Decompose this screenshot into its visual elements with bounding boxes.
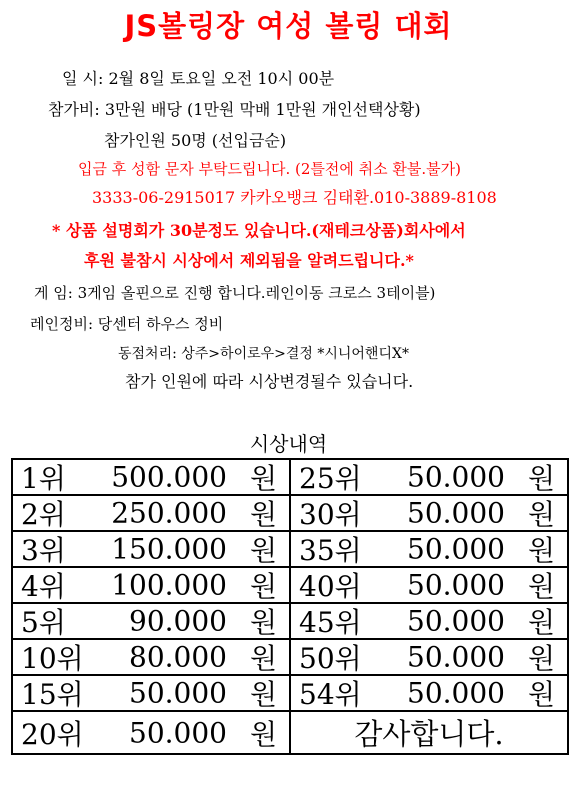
prize-cell-left [12,531,290,567]
prize-rank: 30위 [299,498,362,531]
prize-rank: 54위 [299,678,362,711]
prize-rank: 10위 [21,642,84,675]
currency-label: 원 [249,534,277,567]
prize-amount: 50.000 [407,604,505,638]
prize-cell-left [12,639,290,675]
entry-fee: 참가비: 3만원 배당 (1만원 막배 1만원 개인선택상황) [48,100,421,119]
prize-heading: 시상내역 [249,432,328,456]
prize-row [12,603,568,639]
prize-amount: 50.000 [407,676,505,710]
currency-label: 원 [249,498,277,531]
prize-cell-right [290,495,568,531]
prize-cell-right [290,567,568,603]
prize-row [12,531,568,567]
prize-row [12,567,568,603]
currency-label: 원 [527,606,555,639]
currency-label: 원 [527,462,555,495]
prize-cell-right [290,459,568,495]
prize-row [12,711,568,754]
currency-label: 원 [527,498,555,531]
currency-label: 원 [249,462,277,495]
prize-row [12,459,568,495]
prize-cell-right [290,531,568,567]
prize-rank: 3위 [21,534,66,567]
prize-amount: 50.000 [129,676,227,710]
currency-label: 원 [527,534,555,567]
currency-label: 원 [249,678,277,711]
prize-cell-right [290,675,568,711]
prize-amount: 80.000 [129,640,227,674]
prize-cell-left [12,711,290,754]
prize-amount: 50.000 [407,496,505,530]
currency-label: 원 [249,717,277,751]
prize-amount: 250.000 [111,496,227,530]
prize-rank: 5위 [21,606,66,639]
currency-label: 원 [527,678,555,711]
prize-change-notice: 참가 인원에 따라 시상변경될수 있습니다. [125,372,414,391]
prize-cell-left [12,675,290,711]
prize-cell-left [12,459,290,495]
prize-cell-left [12,603,290,639]
prize-cell-right [290,603,568,639]
prize-row [12,675,568,711]
prize-row [12,639,568,675]
bank-account: 3333-06-2915017 카카오뱅크 김태환.010-3889-8108 [92,188,497,207]
prize-cell-right [290,639,568,675]
prize-rank: 35위 [299,534,362,567]
prize-rank: 25위 [299,462,362,495]
prize-cell-left [12,567,290,603]
prize-amount: 50.000 [407,532,505,566]
prize-rank: 15위 [21,678,84,711]
prize-rank: 45위 [299,606,362,639]
thanks-message: 감사합니다. [290,711,568,754]
currency-label: 원 [527,570,555,603]
prize-rank: 20위 [21,717,84,751]
sponsor-notice-line-2: 후원 불참시 시상에서 제외됨을 알려드립니다.* [84,251,414,270]
prize-amount: 90.000 [129,604,227,638]
prize-amount: 150.000 [111,532,227,566]
prize-cell-left [12,495,290,531]
tiebreak-rule: 동점처리: 상주>하이로우>결정 *시니어핸디X* [118,346,409,362]
deposit-notice: 입금 후 성함 문자 부탁드립니다. (2틀전에 취소 환불.불가) [78,160,461,178]
prize-table [11,458,569,755]
currency-label: 원 [249,642,277,675]
prize-rank: 2위 [21,498,66,531]
prize-row [12,495,568,531]
page-title: JS볼링장 여성 볼링 대회 [124,9,453,43]
prize-rank: 4위 [21,570,66,603]
game-format: 게 임: 3게임 올핀으로 진행 합니다.레인이동 크로스 3테이블) [34,284,436,302]
prize-rank: 50위 [299,642,362,675]
event-date: 일 시: 2월 8일 토요일 오전 10시 00분 [62,69,335,88]
currency-label: 원 [249,570,277,603]
participant-count: 참가인원 50명 (선입금순) [104,131,287,150]
currency-label: 원 [249,606,277,639]
sponsor-notice-line-1: * 상품 설명회가 30분정도 있습니다.(재테크상품)회사에서 [52,221,466,240]
prize-amount: 50.000 [407,640,505,674]
prize-amount: 100.000 [111,568,227,602]
lane-maintenance: 레인정비: 당센터 하우스 정비 [30,315,224,333]
prize-amount: 50.000 [129,716,227,749]
prize-rank: 40위 [299,570,362,603]
prize-amount: 500.000 [111,460,227,494]
prize-rank: 1위 [21,462,66,495]
prize-amount: 50.000 [407,460,505,494]
prize-amount: 50.000 [407,568,505,602]
currency-label: 원 [527,642,555,675]
